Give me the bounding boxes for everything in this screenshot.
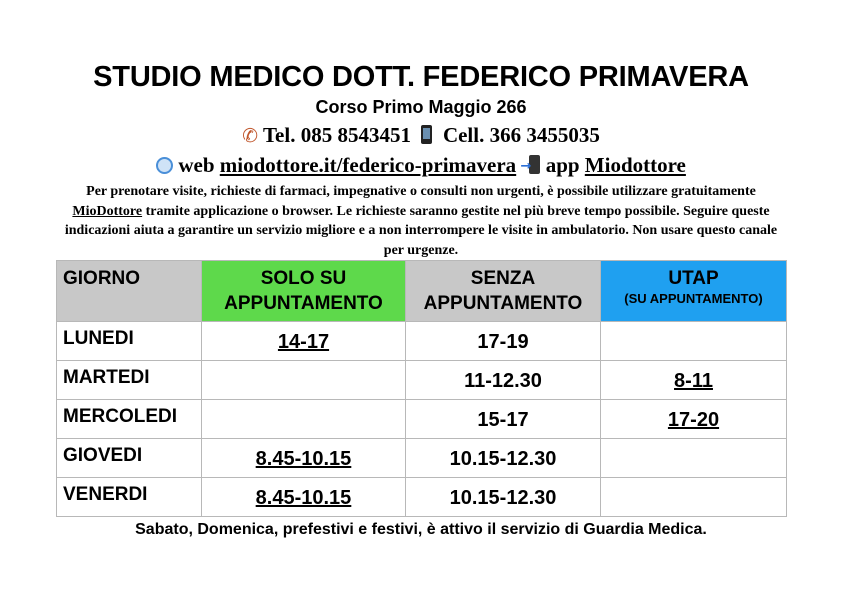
mobile-arrow-icon (529, 155, 540, 174)
schedule-table (56, 260, 787, 517)
solo-cell (202, 478, 406, 517)
utap-value: 8-11 (674, 370, 713, 392)
utap-cell (601, 478, 787, 517)
day-cell: MARTEDI (57, 361, 202, 400)
cell-number[interactable]: Cell. 366 3455035 (442, 123, 600, 147)
solo-cell (202, 322, 406, 361)
web-prefix: web (178, 153, 215, 177)
mobile-phone-icon (421, 125, 432, 144)
app-link[interactable]: Miodottore (584, 153, 686, 177)
table-header-row (57, 261, 787, 322)
senza-value: 17-19 (477, 331, 529, 353)
website-link[interactable]: miodottore.it/federico-primavera (219, 153, 517, 177)
header-senza-appuntamento (406, 261, 601, 322)
day-cell: GIOVEDI (57, 439, 202, 478)
senza-cell (406, 400, 601, 439)
header-senza-line1: SENZA (470, 268, 536, 289)
senza-value: 11-12.30 (464, 370, 542, 392)
header-utap-line2: (SU APPUNTAMENTO) (624, 291, 763, 306)
day-cell: LUNEDI (57, 322, 202, 361)
footer-note: Sabato, Domenica, prefestivi e festivi, è attivo il servizio di Guardia Medica. (135, 521, 707, 538)
header-solo-line1: SOLO SU (260, 268, 347, 289)
solo-value: 8.45-10.15 (255, 448, 352, 470)
notice-text-2: tramite applicazione o browser. Le richieste saranno gestite nel più breve tempo possibile. Seguire queste indicazioni aiuta a garantire un servizio migliore e a non interrompere le visite in ambulatorio. Non usare questo canale per urgenze. (64, 203, 778, 258)
senza-cell (406, 322, 601, 361)
utap-cell (601, 439, 787, 478)
utap-cell (601, 322, 787, 361)
senza-cell (406, 439, 601, 478)
solo-cell (202, 439, 406, 478)
senza-cell (406, 361, 601, 400)
miodottore-link[interactable]: MioDottore (72, 203, 143, 219)
solo-cell (202, 361, 406, 400)
address: Corso Primo Maggio 266 (315, 97, 527, 117)
solo-cell (202, 400, 406, 439)
contact-line (0, 122, 842, 149)
header-solo-line2: APPUNTAMENTO (224, 293, 383, 314)
table-row (57, 361, 787, 400)
telephone-number[interactable]: Tel. 085 8543451 (262, 123, 411, 147)
solo-value: 8.45-10.15 (255, 487, 352, 509)
notice-text-1: Per prenotare visite, richieste di farmaci, impegnative o consulti non urgenti, è possibile utilizzare gratuitamente (86, 184, 756, 199)
senza-value: 10.15-12.30 (449, 487, 557, 509)
table-row (57, 322, 787, 361)
globe-icon (156, 157, 173, 174)
phone-icon: ✆ (242, 125, 259, 147)
senza-value: 10.15-12.30 (449, 448, 557, 470)
utap-cell (601, 361, 787, 400)
app-prefix: app (545, 153, 580, 177)
senza-cell (406, 478, 601, 517)
header-senza-line2: APPUNTAMENTO (423, 293, 583, 314)
header-day: GIORNO (57, 261, 202, 322)
table-row (57, 478, 787, 517)
header-solo-appuntamento (202, 261, 406, 322)
senza-value: 15-17 (477, 409, 529, 431)
web-line (0, 152, 842, 178)
booking-notice (58, 182, 784, 260)
solo-value: 14-17 (277, 331, 330, 353)
table-row (57, 439, 787, 478)
utap-cell (601, 400, 787, 439)
header-utap (601, 261, 787, 322)
day-cell: VENERDI (57, 478, 202, 517)
page-title: STUDIO MEDICO DOTT. FEDERICO PRIMAVERA (93, 61, 749, 93)
header-utap-line1: UTAP (668, 268, 719, 289)
day-cell: MERCOLEDI (57, 400, 202, 439)
table-row (57, 400, 787, 439)
utap-value: 17-20 (667, 409, 720, 431)
